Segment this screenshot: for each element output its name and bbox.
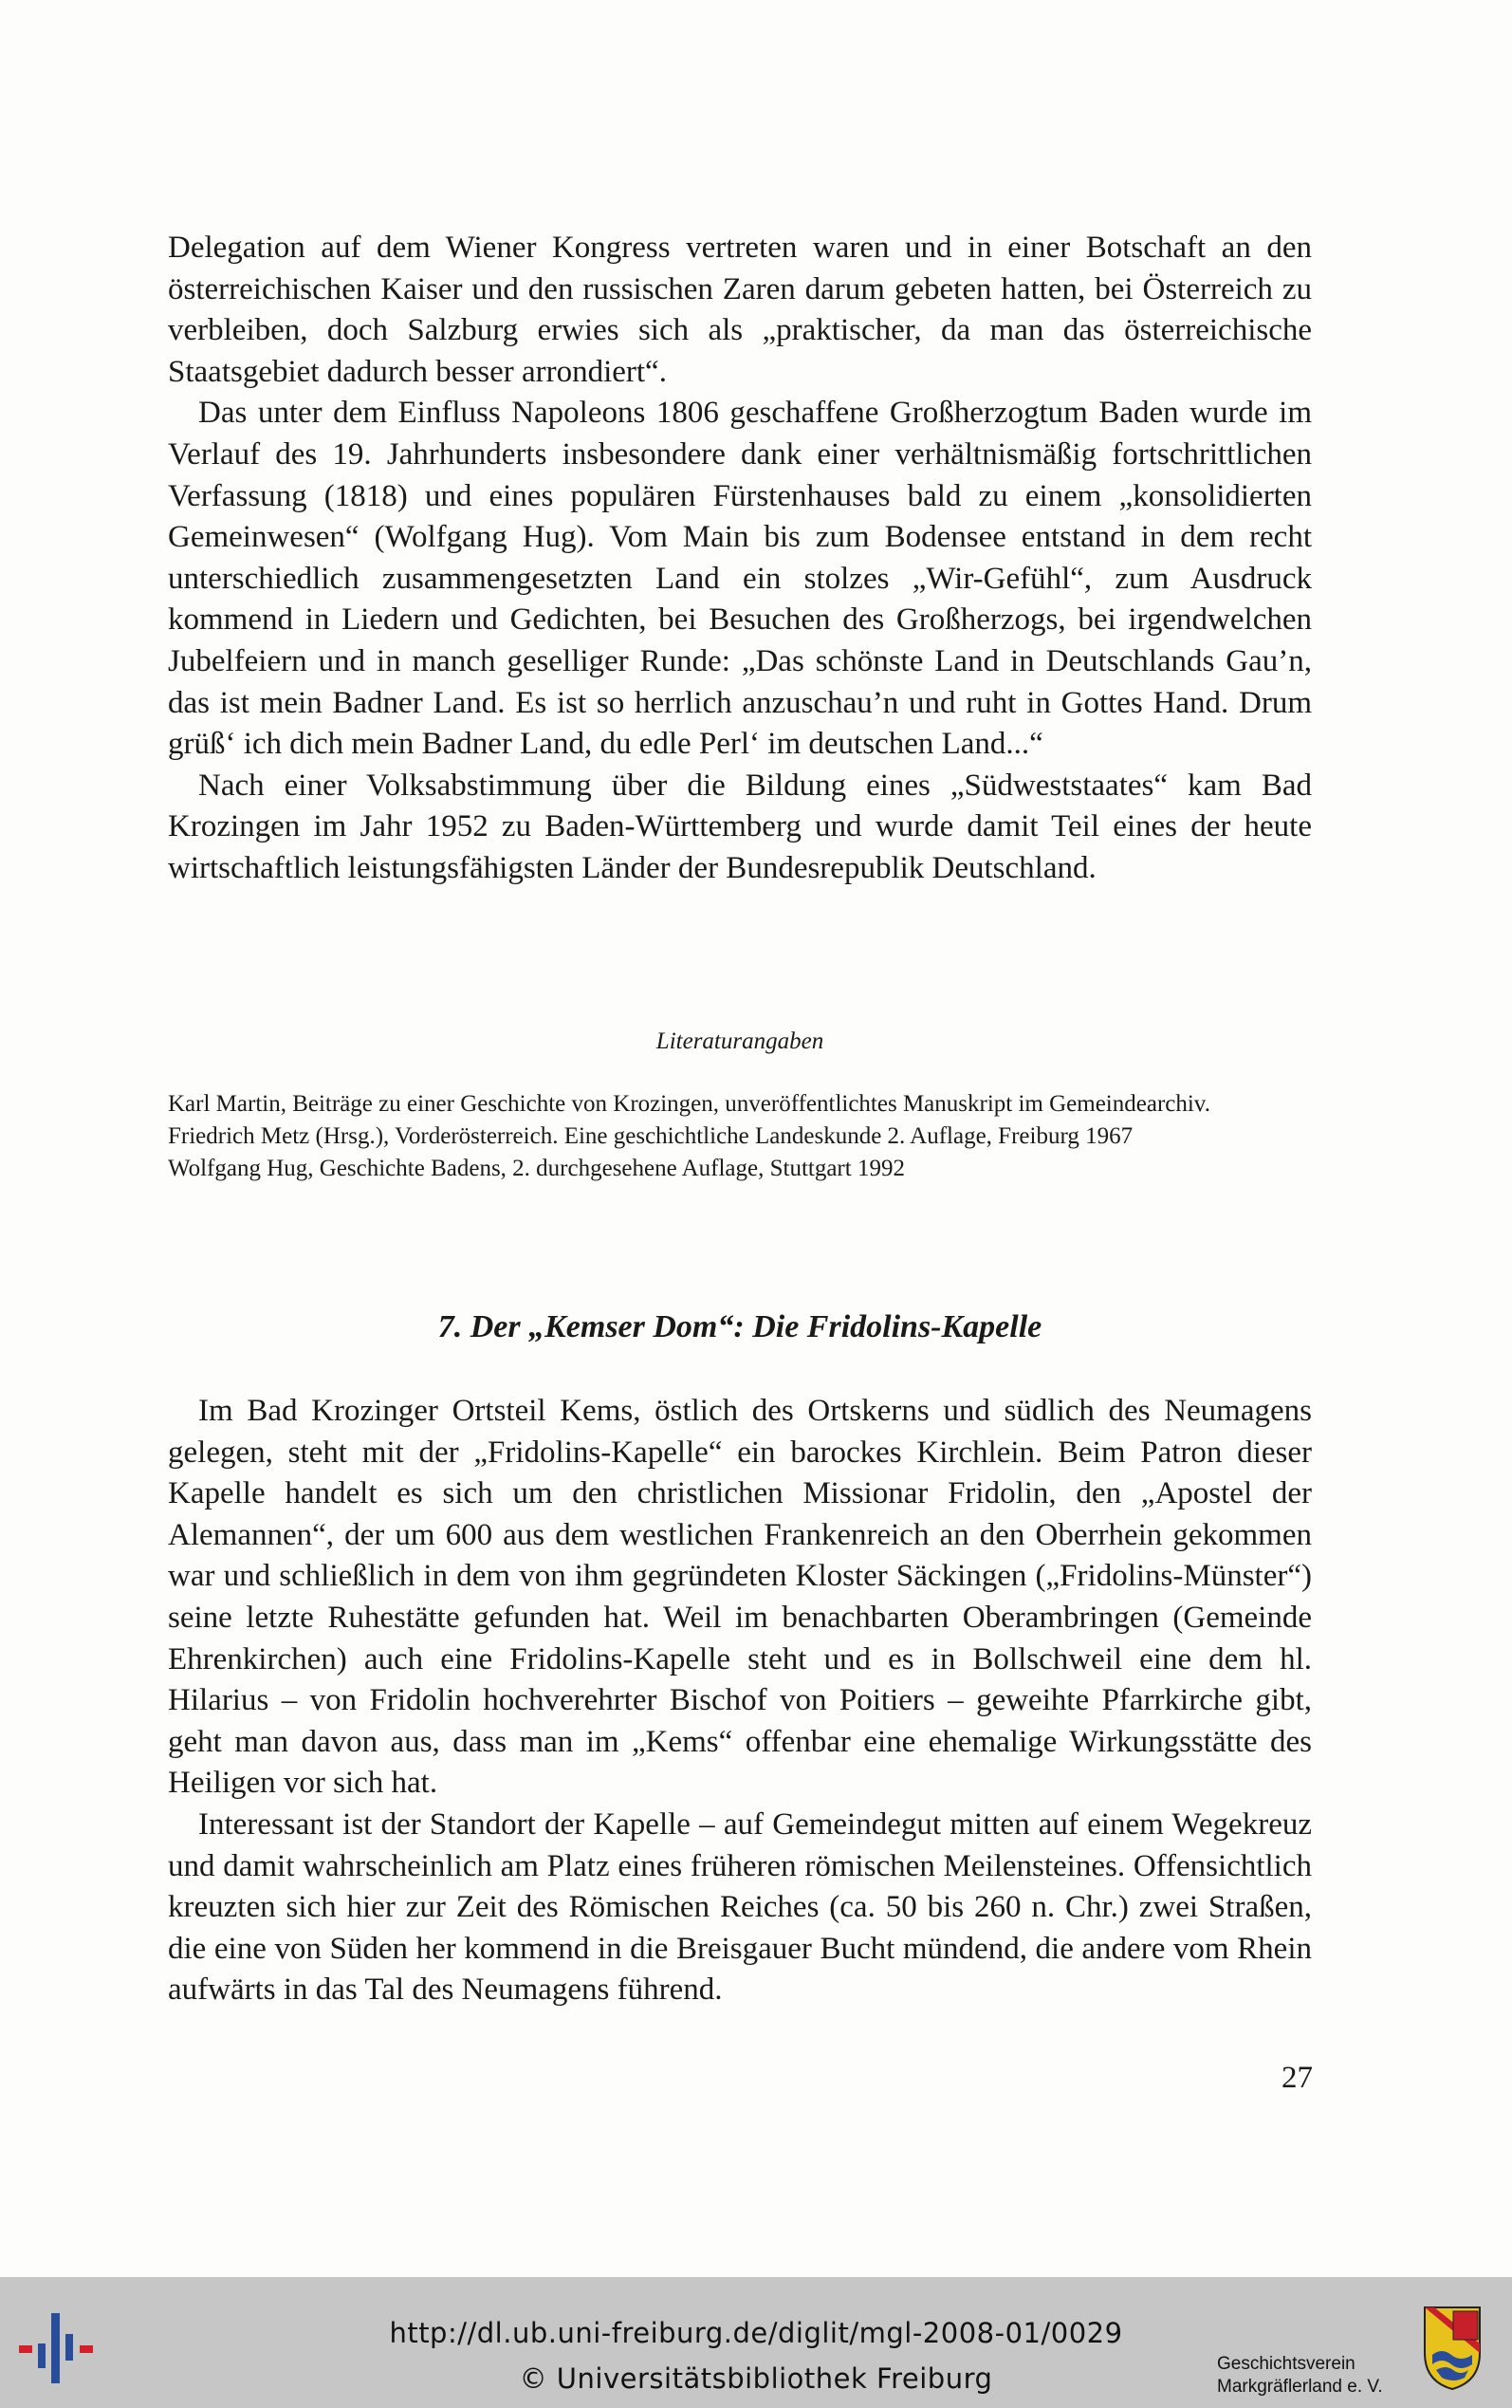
footer-copyright: © Universitätsbibliothek Freiburg [519, 2362, 993, 2395]
paragraph: Im Bad Krozinger Ortsteil Kems, östlich des Ortskerns und südlich des Neumagens gelegen, steht mit der „Fridolins-Kapelle“ ein barockes Kirchlein. Beim Patron dieser Kapelle handelt es sich um den christlichen Missionar Fridolin, den „Apostel der Alemannen“, der um 600 aus dem westlichen Frankenreich an den Oberrhein gekommen war und schließlich in dem von ihm gegründeten Kloster Säckingen („Fridolins-Münster“) seine letzte Ruhestätte gefunden hat. Weil im benachbarten Oberambringen (Gemeinde Ehrenkirchen) auch eine Fridolins-Kapelle steht und es in Bollschweil eine dem hl. Hilarius – von Fridolin hochverehrter Bischof von Poitiers – geweihte Pfarrkirche gibt, geht man davon aus, dass man im „Kems“ offenbar eine ehemalige Wirkungsstätte des Heiligen vor sich hat. [168, 1394, 1312, 1801]
society-line: Geschichtsverein [1217, 2354, 1355, 2374]
footer-url-link[interactable]: http://dl.ub.uni-freiburg.de/diglit/mgl-2008-01/0029 [389, 2317, 1123, 2349]
paragraph: Das unter dem Einfluss Napoleons 1806 geschaffene Großherzogtum Baden wurde im Verlauf des 19. Jahrhunderts insbesondere dank einer verhältnismäßig fortschrittlichen Verfassung (1818) und eines populären Fürstenhauses bald zu einem „konsolidierten Gemeinwesen“ (Wolfgang Hug). Vom Main bis zum Bodensee entstand in dem recht unterschiedlich zusammengesetzten Land ein stolzes „Wir-Gefühl“, zum Ausdruck kommend in Liedern und Gedichten, bei Besuchen des Großherzogs, bei irgendwelchen Jubelfeiern und in manch geselliger Runde: „Das schönste Land in Deutschlands Gau’n, das ist mein Badner Land. Es ist so herrlich anzuschau’n und ruht in Gottes Hand. Drum grüß‘ ich dich mein Badner Land, du edle Perl‘ im deutschen Land...“ [168, 396, 1312, 762]
text-block-bottom [168, 1391, 1312, 2011]
society-name [1217, 2353, 1383, 2399]
page-number: 27 [1282, 2061, 1313, 2095]
reference-item: Wolfgang Hug, Geschichte Badens, 2. durchgesehene Auflage, Stuttgart 1992 [168, 1156, 905, 1181]
paragraph: Delegation auf dem Wiener Kongress vertreten waren und in einer Botschaft an den österreichischen Kaiser und den russischen Zaren darum gebeten hatten, bei Österreich zu verbleiben, doch Salzburg erwies sich als „praktischer, da man das österreichische Staatsgebiet dadurch besser arrondiert“. [168, 231, 1312, 389]
paragraph: Interessant ist der Standort der Kapelle – auf Gemeindegut mitten auf einem Wegekreuz und damit wahrscheinlich am Platz eines früheren römischen Meilensteines. Offensichtlich kreuzten sich hier zur Zeit des Römischen Reiches (ca. 50 bis 260 n. Chr.) zwei Straßen, die eine von Süden her kommend in die Breisgauer Bucht mündend, die andere vom Rhein aufwärts in das Tal des Neumagens führend. [168, 1806, 1312, 2008]
coat-of-arms-icon[interactable] [1423, 2306, 1482, 2391]
literature-heading: Literaturangaben [655, 1028, 824, 1054]
section-heading: 7. Der „Kemser Dom“: Die Fridolins-Kapelle [437, 1309, 1042, 1344]
reference-list [168, 1088, 1312, 1185]
reference-item: Friedrich Metz (Hrsg.), Vorderösterreich. Eine geschichtliche Landeskunde 2. Auflage, Freiburg 1967 [168, 1123, 1134, 1149]
footer-bar [0, 2277, 1512, 2408]
paragraph: Nach einer Volksabstimmung über die Bildung eines „Südweststaates“ kam Bad Krozingen im Jahr 1952 zu Baden-Württemberg und wurde damit Teil eines der heute wirtschaftlich leistungsfähigsten Länder der Bundesrepublik Deutschland. [168, 768, 1312, 885]
reference-item: Karl Martin, Beiträge zu einer Geschichte von Krozingen, unveröffentlichtes Manuskript im Gemeindearchiv. [168, 1091, 1210, 1117]
society-line: Markgräflerland e. V. [1217, 2377, 1383, 2397]
text-block-top [168, 228, 1312, 890]
